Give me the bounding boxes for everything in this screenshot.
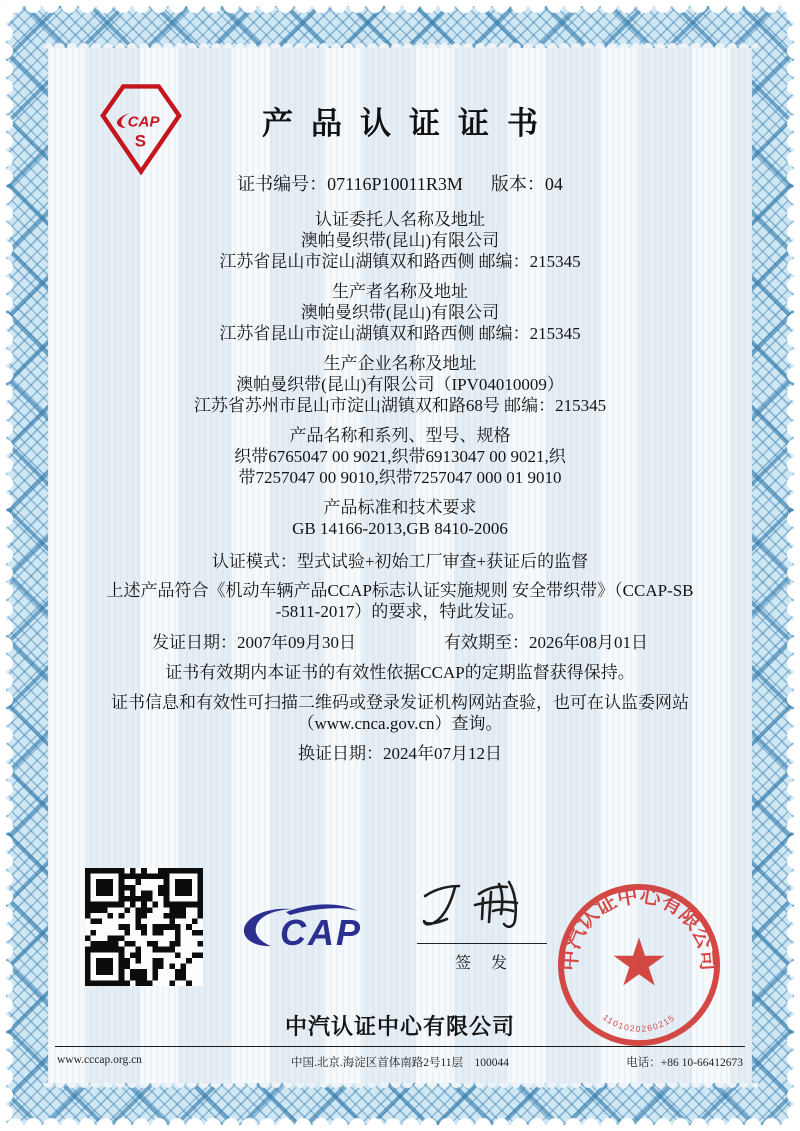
certificate-paper xyxy=(48,48,752,1083)
footer-row xyxy=(48,1054,752,1072)
factory-block xyxy=(48,353,752,416)
ccap-logo-icon xyxy=(236,901,370,953)
applicant-address: 江苏省昆山市淀山湖镇双和路西侧 邮编：215345 xyxy=(219,252,581,271)
border-scallop-top xyxy=(6,5,794,14)
product-models-line2: 带7257047 00 9010,织带7257047 000 01 9010 xyxy=(238,468,562,487)
border-scallop-right xyxy=(786,6,795,1125)
certification-mode: 认证模式：型式试验+初始工厂审查+获证后的监督 xyxy=(211,552,589,571)
standard-block xyxy=(48,497,752,539)
signature-rule xyxy=(417,943,547,944)
producer-name: 澳帕曼织带(昆山)有限公司 xyxy=(300,303,500,322)
signature-block xyxy=(416,874,548,973)
producer-block xyxy=(48,281,752,344)
sign-issue-label: 签 发 xyxy=(454,955,509,972)
query-note-line2: （www.cnca.gov.cn）查询。 xyxy=(297,714,503,733)
svg-text:1101020260215: 1101020260215 xyxy=(601,1012,677,1034)
applicant-name: 澳帕曼织带(昆山)有限公司 xyxy=(300,231,500,250)
footer-address: 中国.北京.海淀区首体南路2号11层 100044 xyxy=(290,1057,510,1069)
factory-name: 澳帕曼织带(昆山)有限公司（IPV04010009） xyxy=(236,375,564,394)
footer-website: www.cccap.org.cn xyxy=(57,1054,142,1066)
certificate-number-line xyxy=(48,174,752,195)
page-title: 产品认证证书 xyxy=(262,106,556,141)
svg-text:中汽认证中心有限公司: 中汽认证中心有限公司 xyxy=(558,884,720,972)
border-scallop-left xyxy=(5,6,14,1125)
version-label: 版本： xyxy=(490,174,545,194)
product-label: 产品名称和系列、型号、规格 xyxy=(289,426,511,445)
standard-value: GB 14166-2013,GB 8410-2006 xyxy=(292,519,508,538)
producer-label: 生产者名称及地址 xyxy=(332,282,468,301)
svg-text:CAP: CAP xyxy=(280,912,363,953)
validity-note: 证书有效期内本证书的有效性依据CCAP的定期监督获得保持。 xyxy=(165,663,635,682)
statement-line1: 上述产品符合《机动车辆产品CCAP标志认证实施规则 安全带织带》（CCAP-SB xyxy=(106,581,694,600)
factory-label: 生产企业名称及地址 xyxy=(323,354,477,373)
producer-address: 江苏省昆山市淀山湖镇双和路西侧 邮编：215345 xyxy=(219,324,581,343)
applicant-block xyxy=(48,209,752,272)
svg-text:S: S xyxy=(134,131,147,151)
handwritten-signature-icon xyxy=(417,874,547,938)
statement-line2: -5811-2017）的要求，特此发证。 xyxy=(275,602,525,621)
svg-text:CAP: CAP xyxy=(127,113,160,131)
renewal-date: 换证日期：2024年07月12日 xyxy=(298,744,502,763)
cert-no-label: 证书编号： xyxy=(237,174,328,194)
standard-label: 产品标准和技术要求 xyxy=(323,498,477,517)
red-company-seal-icon xyxy=(555,881,723,1049)
cert-no-value: 07116P10011R3M xyxy=(327,174,463,194)
conformity-statement xyxy=(48,580,752,622)
applicant-label: 认证委托人名称及地址 xyxy=(315,210,485,229)
query-note xyxy=(48,692,752,734)
dates-row xyxy=(48,632,752,653)
query-note-line1: 证书信息和有效性可扫描二维码或登录发证机构网站查验，也可在认监委网站 xyxy=(111,693,689,712)
issue-date: 发证日期：2007年09月30日 xyxy=(152,633,356,652)
issuer-company-name: 中汽认证中心有限公司 xyxy=(284,1014,515,1039)
version-value: 04 xyxy=(544,174,563,194)
footer-phone: 电话：+86 10-66412673 xyxy=(626,1057,743,1069)
certificate-body xyxy=(48,174,752,764)
qr-code-icon xyxy=(85,868,203,986)
product-block xyxy=(48,425,752,488)
product-models-line1: 织带6765047 00 9021,织带6913047 00 9021,织 xyxy=(234,447,566,466)
border-scallop-bottom xyxy=(6,1117,794,1126)
expiry-date: 有效期至：2026年08月01日 xyxy=(444,633,648,652)
factory-address: 江苏省苏州市昆山市淀山湖镇双和路68号 邮编：215345 xyxy=(193,396,607,415)
